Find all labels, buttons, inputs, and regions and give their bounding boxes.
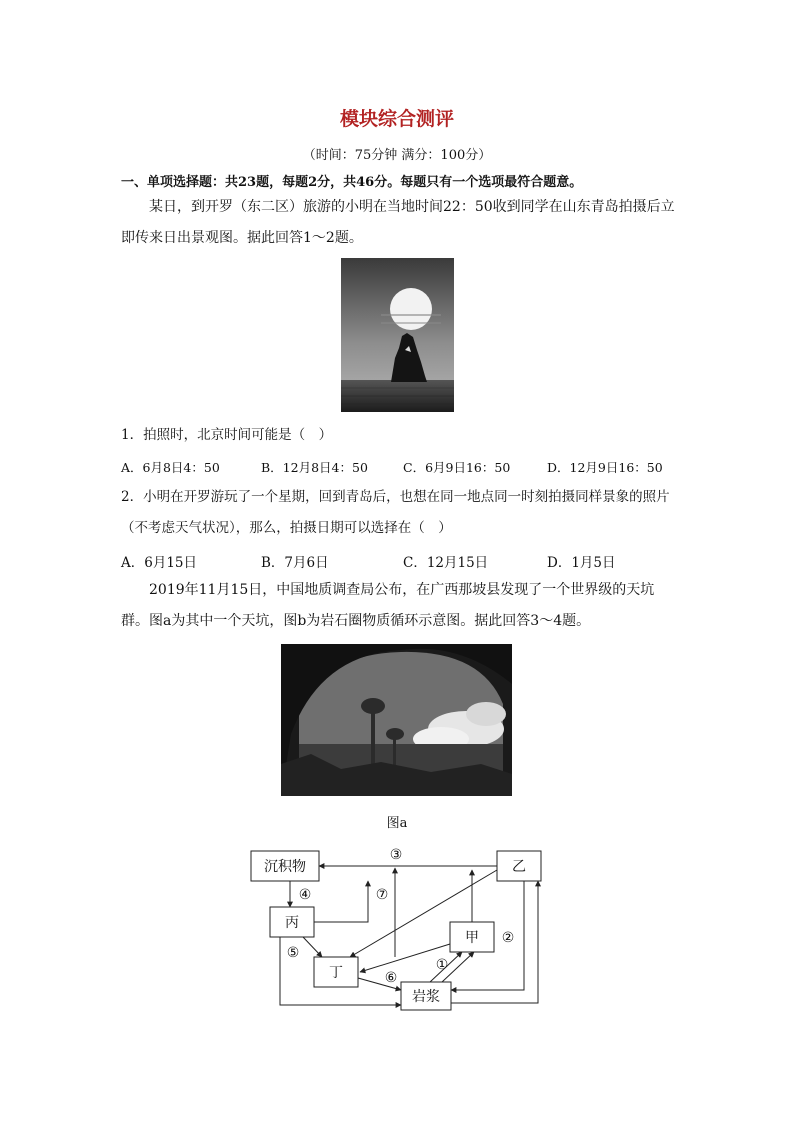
label-n3: ③ bbox=[389, 847, 403, 863]
question-1-stem: 1．拍照时，北京时间可能是（ ） bbox=[121, 427, 333, 443]
label-bing: 丙 bbox=[285, 915, 299, 931]
label-n5: ⑤ bbox=[286, 945, 300, 961]
passage-sunrise: 某日，到开罗（东二区）旅游的小明在当地时间22：50收到同学在山东青岛拍摄后立即传来日出景观图。据此回答1～2题。 bbox=[121, 199, 675, 246]
label-n7: ⑦ bbox=[375, 887, 389, 903]
tiankeng-photo bbox=[281, 644, 512, 796]
passage-tiankeng: 2019年11月15日，中国地质调查局公布，在广西那坡县发现了一个世界级的天坑群。图a为其中一个天坑，图b为岩石圈物质循环示意图。据此回答3～4题。 bbox=[121, 582, 655, 629]
question-1-options bbox=[121, 458, 681, 476]
page-title: 模块综合测评 bbox=[339, 108, 454, 130]
label-n6: ⑥ bbox=[384, 970, 398, 986]
arrow-7 bbox=[314, 881, 368, 922]
q1-option-a[interactable]: A．6月8日4：50 bbox=[121, 460, 220, 475]
label-jia: 甲 bbox=[465, 930, 479, 946]
arrow-5 bbox=[303, 937, 322, 957]
label-sediment: 沉积物 bbox=[264, 859, 306, 875]
figure-a-caption: 图a bbox=[386, 816, 408, 831]
label-n4: ④ bbox=[298, 887, 312, 903]
q2-option-b[interactable]: B．7月6日 bbox=[261, 555, 329, 571]
q1-option-d[interactable]: D．12月9日16：50 bbox=[547, 460, 663, 475]
q2-option-a[interactable]: A．6月15日 bbox=[121, 555, 198, 571]
label-n2: ② bbox=[501, 930, 515, 946]
exam-info: （时间：75分钟 满分：100分） bbox=[302, 148, 492, 163]
section-heading: 一、单项选择题：共23题，每题2分，共46分。每题只有一个选项最符合题意。 bbox=[121, 175, 583, 190]
q1-option-b[interactable]: B．12月8日4：50 bbox=[261, 460, 368, 475]
question-2-options bbox=[121, 551, 681, 571]
question-2-stem: 2．小明在开罗游玩了一个星期，回到青岛后，也想在同一地点同一时刻拍摄同样景象的照片（不考虑天气状况），那么，拍摄日期可以选择在（ ） bbox=[121, 489, 670, 536]
q1-option-c[interactable]: C．6月9日16：50 bbox=[403, 460, 511, 475]
label-ding: 丁 bbox=[329, 965, 343, 981]
label-magma: 岩浆 bbox=[412, 989, 440, 1005]
sunrise-photo bbox=[341, 258, 454, 412]
label-yi: 乙 bbox=[512, 859, 526, 875]
q2-option-c[interactable]: C．12月15日 bbox=[403, 555, 489, 571]
q2-option-d[interactable]: D．1月5日 bbox=[547, 555, 616, 571]
rock-cycle-diagram bbox=[240, 840, 550, 1015]
label-n1: ① bbox=[435, 957, 449, 973]
